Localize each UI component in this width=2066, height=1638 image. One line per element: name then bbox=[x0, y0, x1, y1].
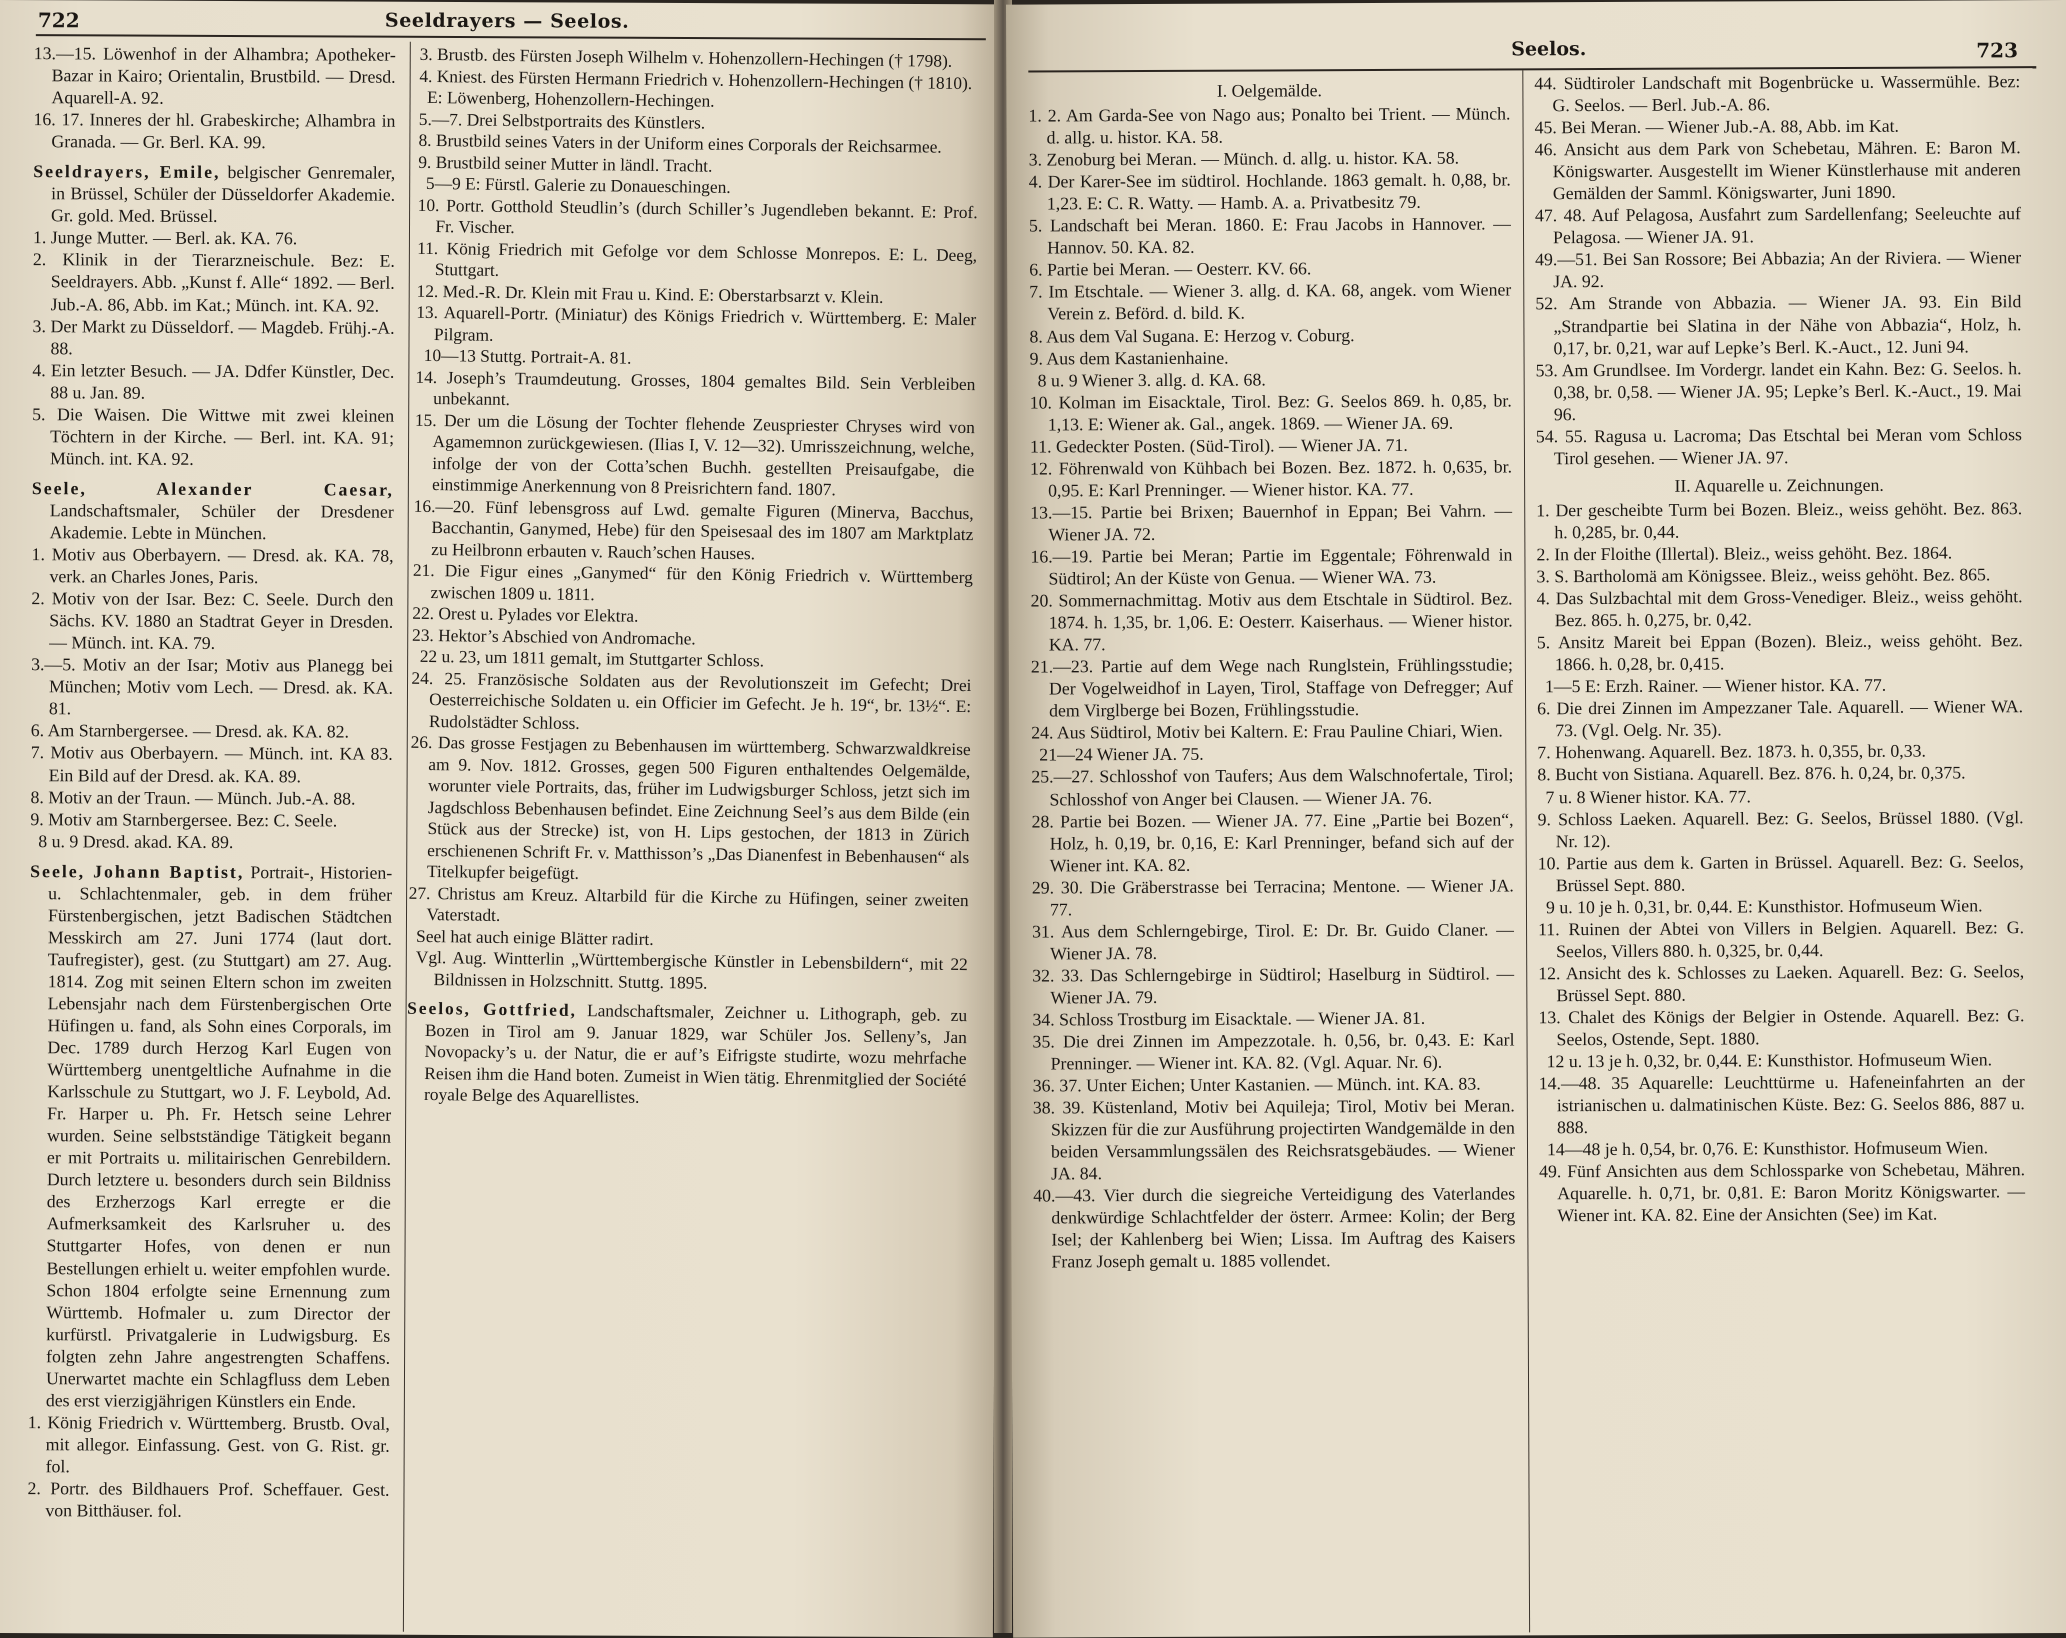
artist-bio: Landschaftsmaler, Zeichner u. Lithograph, geb. zu Bozen in Tirol am 9. Januar 1829, war Schüler Jos. Selleny’s, Jan Novopacky’s u. der Natur, die er auf’s Eifrigste studirte, wozu mehrfache Reisen ihm die Hand boten. Zumeist in Wien tätig. Ehrenmitglied der Société royale Belge des Aquarellistes. bbox=[423, 999, 968, 1107]
left-page bbox=[0, 0, 1000, 1637]
work-item: 13.—15. Löwenhof in der Alhambra; Apotheker-Bazar in Kairo; Orientalin, Brustbild. — Dresd. Aquarell-A. 92. bbox=[33, 43, 396, 108]
work-item: 1. König Friedrich v. Württemberg. Brustb. Oval, mit allegor. Einfassung. Gest. von G. Rist. gr. fol. bbox=[27, 1411, 390, 1477]
work-item: 24. 25. Französische Soldaten aus der Revolutionszeit im Gefecht; Drei Oesterreichische Soldaten u. ein Officier im Gefecht. Je h. 19“, br. 13½“. E: Rudolstädter Schloss. bbox=[411, 667, 972, 733]
work-item: 5. Ansitz Mareit bei Eppan (Bozen). Bleiz., weiss gehöht. Bez. 1866. h. 0,28, br. 0,415. bbox=[1536, 630, 2023, 675]
right-page bbox=[1006, 0, 2066, 1638]
work-item: 49.—51. Bei San Rossore; Bei Abbazia; An der Riviera. — Wiener JA. 92. bbox=[1535, 247, 2022, 292]
artist-entry bbox=[33, 160, 395, 228]
work-item: 1. Der gescheibte Turm bei Bozen. Bleiz., weiss gehöht. Bez. 863. h. 0,285, br. 0,44. bbox=[1536, 498, 2023, 543]
work-item: 24. Aus Südtirol, Motiv bei Kaltern. E: Frau Pauline Chiari, Wien. bbox=[1031, 720, 1503, 743]
exhibition-note: 9 u. 10 je h. 0,31, br. 0,44. E: Kunsthistor. Hofmuseum Wien. bbox=[1545, 895, 1983, 918]
work-item: 26. Das grosse Festjagen zu Bebenhausen im württemberg. Schwarzwaldkreise am 9. Nov. 1812. Grosses, gegen 500 Figuren enthaltendes Oelgemälde, worunter viele Portraits, das, früher im Ludwigsburger Schloss, jetzt sich im Jagdschloss Bebenhausen befindet. Eine Zeichnung Seel’s aus dem Bilde (ein Stück aus der Strecke) ist, von H. Lips gestochen, der 1813 in Zürich erschienenen Schrift Fr. v. Matthisson’s „Das Dianenfest in Bebenhausen“ als Titelkupfer beigefügt. bbox=[410, 731, 971, 883]
work-item: 47. 48. Auf Pelagosa, Ausfahrt zum Sardellenfang; Seeleuchte auf Pelagosa. — Wiener JA. 91. bbox=[1534, 203, 2021, 248]
work-item: 27. Christus am Kreuz. Altarbild für die Kirche zu Hüfingen, seiner zweiten Vaterstadt. bbox=[408, 882, 969, 925]
section-heading: II. Aquarelle u. Zeichnungen. bbox=[1674, 474, 1884, 496]
work-item: 20. Sommernachmittag. Motiv aus dem Etschtale in Südtirol. Bez. 1874. h. 1,35, br. 1,06. E: Oesterr. Kaiserhaus. — Wiener histor. KA. 77. bbox=[1030, 588, 1513, 655]
work-item: 2. Motiv von der Isar. Bez: C. Seele. Durch den Sächs. KV. 1880 an Stadtrat Geyer in Dresden. — Münch. int. KA. 79. bbox=[31, 588, 394, 654]
work-item: 35. Die drei Zinnen im Ampezzotale. h. 0,56, br. 0,43. E: Karl Prenninger. — Wiener int. KA. 82. (Vgl. Aquar. Nr. 6). bbox=[1032, 1029, 1515, 1074]
work-item: 53. Am Grundlsee. Im Vordergr. landet ein Kahn. Bez: G. Seelos. h. 0,38, br. 0,58. — Wiener JA. 95; Lepke’s Berl. K.-Auct., 19. Mai 96. bbox=[1535, 357, 2022, 424]
exhibition-note: 1—5 E: Erzh. Rainer. — Wiener histor. KA. 77. bbox=[1544, 675, 1887, 697]
work-item: 8. Bucht von Sistiana. Aquarell. Bez. 876. h. 0,24, br. 0,375. bbox=[1537, 762, 1966, 785]
exhibition-note: 12 u. 13 je h. 0,32, br. 0,44. E: Kunsthistor. Hofmuseum Wien. bbox=[1546, 1049, 1993, 1072]
artist-entry bbox=[406, 998, 967, 1113]
work-item: 5. Die Waisen. Die Wittwe mit zwei kleinen Töchtern in der Kirche. — Berl. int. KA. 91; Münch. int. KA. 92. bbox=[32, 403, 395, 469]
work-item: 11. Ruinen der Abtei von Villers in Belgien. Aquarell. Bez: G. Seelos, Villers 880. h. 0,325, br. 0,44. bbox=[1538, 916, 2025, 962]
work-item: 16. 17. Inneres der hl. Grabeskirche; Alhambra in Granada. — Gr. Berl. KA. 99. bbox=[33, 109, 396, 153]
artist-name: Seele, Alexander Caesar, bbox=[31, 478, 394, 500]
exhibition-note: Seel hat auch einige Blätter radirt. bbox=[416, 925, 654, 949]
artist-name: Seele, Johann Baptist, bbox=[30, 860, 245, 882]
work-item: 2. In der Floithe (Illertal). Bleiz., weiss gehöht. Bez. 1864. bbox=[1536, 542, 1953, 565]
artist-bio: Landschaftsmaler, Schüler der Dresdener Akademie. Lebte in München. bbox=[49, 500, 394, 544]
work-item: 36. 37. Unter Eichen; Unter Kastanien. — Münch. int. KA. 83. bbox=[1032, 1073, 1481, 1096]
work-item: 45. Bei Meran. — Wiener Jub.-A. 88, Abb. im Kat. bbox=[1534, 115, 1899, 138]
work-item: 8. Aus dem Val Sugana. E: Herzog v. Coburg. bbox=[1029, 324, 1355, 347]
work-item: 9. Schloss Laeken. Aquarell. Bez: G. Seelos, Brüssel 1880. (Vgl. Nr. 12). bbox=[1537, 806, 2024, 851]
work-item: 8. Motiv an der Traun. — Münch. Jub.-A. 88. bbox=[30, 786, 356, 809]
exhibition-note: 14—48 je h. 0,54, br. 0,76. E: Kunsthistor. Hofmuseum Wien. bbox=[1546, 1137, 1989, 1160]
work-item: 49. Fünf Ansichten aus dem Schlossparke von Schebetau, Mähren. Aquarelle. h. 0,71, br. 0,81. E: Baron Moritz Königswarter. — Wiener int. KA. 82. Eine der Ansichten (See) im Kat. bbox=[1539, 1159, 2026, 1226]
work-item: 6. Am Starnbergersee. — Dresd. ak. KA. 82. bbox=[30, 720, 350, 742]
exhibition-note: Vgl. Aug. Wintterlin „Württembergische Künstler in Lebensbildern“, mit 22 Bildnissen in Holzschnitt. Stuttg. 1895. bbox=[415, 946, 968, 993]
work-item: 2. Klinik in der Tierarzneischule. Bez: E. Seeldrayers. Abb. „Kunst f. Alle“ 1892. — Berl. Jub.-A. 86, Abb. im Kat.; Münch. int. KA. 92. bbox=[32, 249, 395, 316]
exhibition-note: 21—24 Wiener JA. 75. bbox=[1039, 744, 1204, 765]
artist-bio: belgischer Genremaler, in Brüssel, Schüler der Düsseldorfer Akademie. Gr. gold. Med. Brüssel. bbox=[51, 162, 396, 227]
work-item: 44. Südtiroler Landschaft mit Bogenbrücke u. Wassermühle. Bez: G. Seelos. — Berl. Jub.-A. 86. bbox=[1534, 71, 2021, 116]
exhibition-note: 8 u. 9 Dresd. akad. KA. 89. bbox=[38, 830, 234, 852]
artist-bio: Portrait-, Historien- u. Schlachtenmaler, geb. in dem früher Fürstenbergischen, jetzt Badischen Städtchen Messkirch am 27. Juni 1774 (laut dort. Taufregister), gest. (zu Stuttgart) am 27. Aug. 1814. Zog mit seinen Eltern schon im zweiten Lebensjahr nach dem Fürstenbergischen Orte Hüfingen u. fand, als Sohn eines Corporals, im Dec. 1789 durch Herzog Karl Eugen von Württemberg unentgeltliche Aufnahme in die Karlsschule zu Stuttgart, wo J. F. Leybold, Ad. Fr. Harper u. Ph. Fr. Hetsch seine Lehrer wurden. Seine selbstständige Tätigkeit begann er mit Portraits u. militairischen Genrebildern. Durch letztere u. besonders durch sein Bildniss des Erzherzogs Karl erregte er die Aufmerksamkeit des Karlsruher u. des Stuttgarter Hofes, von denen er nun Bestellungen erhielt u. weiter empfohlen wurde. Schon 1804 erfolgte seine Ernennung zum Württemb. Hofmaler u. zum Director der kurfürstl. Privatgalerie in Ludwigsburg. Es folgten zehn Jahre angestrengten Schaffens. Unerwartet machte ein Schlagfluss dem Leben des erst vierzigjährigen Künstlers ein Ende. bbox=[45, 861, 393, 1412]
work-item: 28. Partie bei Bozen. — Wiener JA. 77. Eine „Partie bei Bozen“, Holz, h. 0,19, br. 0,16, E: Karl Prenninger, befand sich auf der Wiener int. KA. 82. bbox=[1031, 808, 1514, 876]
work-item: 46. Ansicht aus dem Park von Schebetau, Mähren. E: Baron M. Königswarter. Ausgestellt im Wiener Künstlerhause mit anderen Gemälden der Samml. Königswarter, Juni 1890. bbox=[1534, 137, 2021, 204]
column-rule-right bbox=[1522, 70, 1530, 1632]
work-item: 7. Motiv aus Oberbayern. — Münch. int. KA 83. Ein Bild auf der Dresd. ak. KA. 89. bbox=[30, 742, 393, 786]
work-item: 6. Die drei Zinnen im Ampezzaner Tale. Aquarell. — Wiener WA. 73. (Vgl. Oelg. Nr. 35). bbox=[1537, 696, 2024, 741]
work-item: 4. Der Karer-See im südtirol. Hochlande. 1863 gemalt. h. 0,88, br. 1,23. E: C. R. Watty. — Hamb. A. a. Privatbesitz 79. bbox=[1028, 169, 1511, 214]
work-item: 11. König Friedrich mit Gefolge vor dem Schlosse Monrepos. E: L. Deeg, Stuttgart. bbox=[417, 237, 978, 280]
running-head-left: Seeldrayers — Seelos. bbox=[384, 9, 630, 33]
page-number-right: 723 bbox=[1976, 38, 2019, 63]
work-item: 22. Orest u. Pylades vor Elektra. bbox=[412, 602, 639, 626]
work-item: 31. Aus dem Schlerngebirge, Tirol. E: Dr. Br. Guido Claner. — Wiener JA. 78. bbox=[1032, 919, 1515, 964]
work-item: 11. Gedeckter Posten. (Süd-Tirol). — Wiener JA. 71. bbox=[1029, 434, 1408, 457]
exhibition-note: 10—13 Stuttg. Portrait-A. 81. bbox=[423, 344, 632, 368]
header-rule-left bbox=[36, 34, 986, 40]
artist-entry bbox=[32, 477, 394, 545]
work-item: 5. Landschaft bei Meran. 1860. E: Frau Jacobs in Hannover. — Hannov. 50. KA. 82. bbox=[1028, 213, 1512, 258]
work-item: 3. Zenoburg bei Meran. — Münch. d. allg. u. histor. KA. 58. bbox=[1028, 147, 1460, 170]
exhibition-note: 22 u. 23, um 1811 gemalt, im Stuttgarter Schloss. bbox=[419, 645, 765, 671]
work-item: 1. Junge Mutter. — Berl. ak. KA. 76. bbox=[32, 227, 298, 249]
work-item: 4. Kniest. des Fürsten Hermann Friedrich v. Hohenzollern-Hechingen († 1810). bbox=[419, 65, 973, 93]
work-item: 2. Portr. des Bildhauers Prof. Scheffauer. Gest. von Bitthäuser. fol. bbox=[27, 1478, 390, 1521]
work-item: 8. Brustbild seines Vaters in der Uniform eines Corporals der Reichsarmee. bbox=[418, 129, 942, 157]
section-heading: I. Oelgemälde. bbox=[1216, 80, 1323, 101]
work-item: 16.—20. Fünf lebensgross auf Lwd. gemalte Figuren (Minerva, Bacchus, Bacchantin, Ganymed, Hebe) für den Speisesaal des im 1807 am Marktplatz zu Heilbronn erbauten v. Rauch’schen Hauses. bbox=[413, 495, 974, 563]
work-item: 9. Motiv am Starnbergersee. Bez: C. Seele. bbox=[30, 808, 338, 831]
work-item: 12. Med.-R. Dr. Klein mit Frau u. Kind. E: Oberstarbsarzt v. Klein. bbox=[416, 280, 884, 307]
work-item: 3. S. Bartholomä am Königssee. Bleiz., weiss gehöht. Bez. 865. bbox=[1536, 564, 1991, 587]
work-item: 14.—48. 35 Aquarelle: Leuchttürme u. Hafeneinfahrten an der istrianischen u. dalmatinischen Küste. Bez: G. Seelos 886, 887 u. 888. bbox=[1538, 1071, 2025, 1138]
running-head-right: Seelos. bbox=[1511, 38, 1587, 61]
work-item: 15. Der um die Lösung der Tochter flehende Zeuspriester Chryses wird von Agamemnon zurückgewiesen. (Ilias I, V. 12—32). Umrisszeichnung, welche, infolge der von der Cotta’schen Buchh. gestellten Preisaufgabe, die einstimmige Anerkennung von 8 Preisrichtern fand. 1807. bbox=[414, 409, 975, 500]
work-item: 21. Die Figur eines „Ganymed“ für den König Friedrich v. Württemberg zwischen 1809 u. 1811. bbox=[412, 559, 974, 604]
work-item: 40.—43. Vier durch die siegreiche Verteidigung des Vaterlandes denkwürdige Schlachtfelder der österr. Armee: Kolin; der Berg Isel; der Kahlenberg bei Wien; Lissa. Im Auftrag des Kaisers Franz Joseph gemalt u. 1885 vollendet. bbox=[1033, 1183, 1516, 1272]
work-item: 25.—27. Schlosshof von Taufers; Aus dem Walschnofertale, Tirol; Schlosshof von Anger bei Clausen. — Wiener JA. 76. bbox=[1031, 764, 1514, 809]
work-item: 9. Aus dem Kastanienhaine. bbox=[1029, 347, 1229, 369]
exhibition-note: 5—9 E: Fürstl. Galerie zu Donaueschingen. bbox=[425, 172, 731, 197]
work-item: 7. Hohenwang. Aquarell. Bez. 1873. h. 0,355, br. 0,33. bbox=[1537, 741, 1926, 763]
artist-name: Seeldrayers, Emile, bbox=[33, 161, 221, 183]
work-item: 1. 2. Am Garda-See von Nago aus; Ponalto bei Trient. — Münch. d. allg. u. histor. KA. 58. bbox=[1028, 103, 1511, 148]
work-item: 32. 33. Das Schlerngebirge in Südtirol; Haselburg in Südtirol. — Wiener JA. 79. bbox=[1032, 963, 1515, 1008]
right-page-column-2 bbox=[1534, 70, 2027, 1632]
work-item: 13.—15. Partie bei Brixen; Bauernhof in Eppan; Bei Vahrn. — Wiener JA. 72. bbox=[1030, 500, 1513, 545]
work-item: 23. Hektor’s Abschied von Andromache. bbox=[411, 624, 696, 648]
work-item: 13. Aquarell-Portr. (Miniatur) des Königs Friedrich v. Württemberg. E: Maler Pilgram. bbox=[416, 301, 977, 345]
work-item: 38. 39. Küstenland, Motiv bei Aquileja; Tirol, Motiv bei Meran. Skizzen für die zur Ausführung projectirten Wandgemälde in den beiden Versammlungssälen des Reichsratsgebäudes. — Wiener JA. 84. bbox=[1032, 1095, 1516, 1184]
right-page-column-1 bbox=[1028, 72, 1517, 1634]
exhibition-note: E: Löwenberg, Hohenzollern-Hechingen. bbox=[426, 86, 715, 111]
work-item: 3. Der Markt zu Düsseldorf. — Magdeb. Frühj.-A. 88. bbox=[32, 315, 395, 358]
work-item: 4. Das Sulzbachtal mit dem Gross-Venediger. Bleiz., weiss gehöht. Bez. 865. h. 0,275, br. 0,42. bbox=[1536, 586, 2023, 631]
work-item: 3.—5. Motiv an der Isar; Motiv aus Planegg bei München; Motiv vom Lech. — Dresd. ak. KA. 81. bbox=[31, 654, 394, 719]
work-item: 7. Im Etschtale. — Wiener 3. allg. d. KA. 68, angek. vom Wiener Verein z. Beförd. d. bild. K. bbox=[1029, 279, 1512, 324]
work-item: 3. Brustb. des Fürsten Joseph Wilhelm v. Hohenzollern-Hechingen († 1798). bbox=[419, 43, 953, 71]
work-item: 14. Joseph’s Traumdeutung. Grosses, 1804 gemaltes Bild. Sein Verbleiben unbekannt. bbox=[415, 366, 976, 410]
work-item: 12. Ansicht des k. Schlosses zu Laeken. Aquarell. Bez: G. Seelos, Brüssel Sept. 880. bbox=[1538, 961, 2025, 1006]
work-item: 10. Kolman im Eisacktale, Tirol. Bez: G. Seelos 869. h. 0,85, br. 1,13. E: Wiener ak. Gal., angek. 1869. — Wiener JA. 69. bbox=[1029, 390, 1512, 435]
work-item: 16.—19. Partie bei Meran; Partie im Eggentale; Föhrenwald in Südtirol; An der Küste von Genua. — Wiener WA. 73. bbox=[1030, 544, 1513, 589]
exhibition-note: 8 u. 9 Wiener 3. allg. d. KA. 68. bbox=[1037, 369, 1266, 391]
work-item: 12. Föhrenwald von Kühbach bei Bozen. Bez. 1872. h. 0,635, br. 0,95. E: Karl Prenninger. — Wiener histor. KA. 77. bbox=[1029, 456, 1513, 501]
exhibition-note: 7 u. 8 Wiener histor. KA. 77. bbox=[1545, 785, 1751, 807]
work-item: 9. Brustbild seiner Mutter in ländl. Tracht. bbox=[418, 151, 713, 176]
work-item: 52. Am Strande von Abbazia. — Wiener JA. 93. Ein Bild „Strandpartie bei Slatina in der Nähe von Abbazia“, Holz, h. 0,17, br. 0,21, war auf Lepke’s Berl. K.-Auct., 12. Juni 94. bbox=[1535, 291, 2022, 358]
work-item: 5.—7. Drei Selbstportraits des Künstlers. bbox=[418, 108, 706, 133]
page-number-left: 722 bbox=[37, 8, 80, 33]
artist-name: Seelos, Gottfried, bbox=[407, 997, 578, 1020]
work-item: 10. Partie aus dem k. Garten in Brüssel. Aquarell. Bez: G. Seelos, Brüssel Sept. 880. bbox=[1537, 850, 2024, 895]
left-page-column-1 bbox=[27, 42, 396, 1632]
work-item: 6. Partie bei Meran. — Oesterr. KV. 66. bbox=[1029, 258, 1312, 280]
work-item: 13. Chalet des Königs der Belgier in Ostende. Aquarell. Bez: G. Seelos, Ostende, Sept. 1880. bbox=[1538, 1005, 2025, 1050]
work-item: 54. 55. Ragusa u. Lacroma; Das Etschtal bei Meran vom Schloss Tirol gesehen. — Wiener JA. 97. bbox=[1535, 423, 2022, 469]
work-item: 4. Ein letzter Besuch. — JA. Ddfer Künstler, Dec. 88 u. Jan. 89. bbox=[32, 359, 395, 403]
work-item: 1. Motiv aus Oberbayern. — Dresd. ak. KA. 78, verk. an Charles Jones, Paris. bbox=[31, 544, 394, 588]
work-item: 29. 30. Die Gräberstrasse bei Terracina; Mentone. — Wiener JA. 77. bbox=[1031, 875, 1514, 920]
work-item: 21.—23. Partie auf dem Wege nach Runglstein, Frühlingsstudie; Der Vogelweidhof in Layen, Tirol, Staffage von Defregger; Auf dem Virglberge bei Bozen, Frühlingsstudie. bbox=[1030, 654, 1514, 721]
artist-entry bbox=[28, 860, 392, 1413]
work-item: 10. Portr. Gotthold Steudlin’s (durch Schiller’s Jugendleben bekannt. E: Prof. Fr. Vischer. bbox=[417, 194, 978, 238]
left-page-column-2 bbox=[399, 44, 980, 1638]
work-item: 34. Schloss Trostburg im Eisacktale. — Wiener JA. 81. bbox=[1032, 1007, 1426, 1030]
